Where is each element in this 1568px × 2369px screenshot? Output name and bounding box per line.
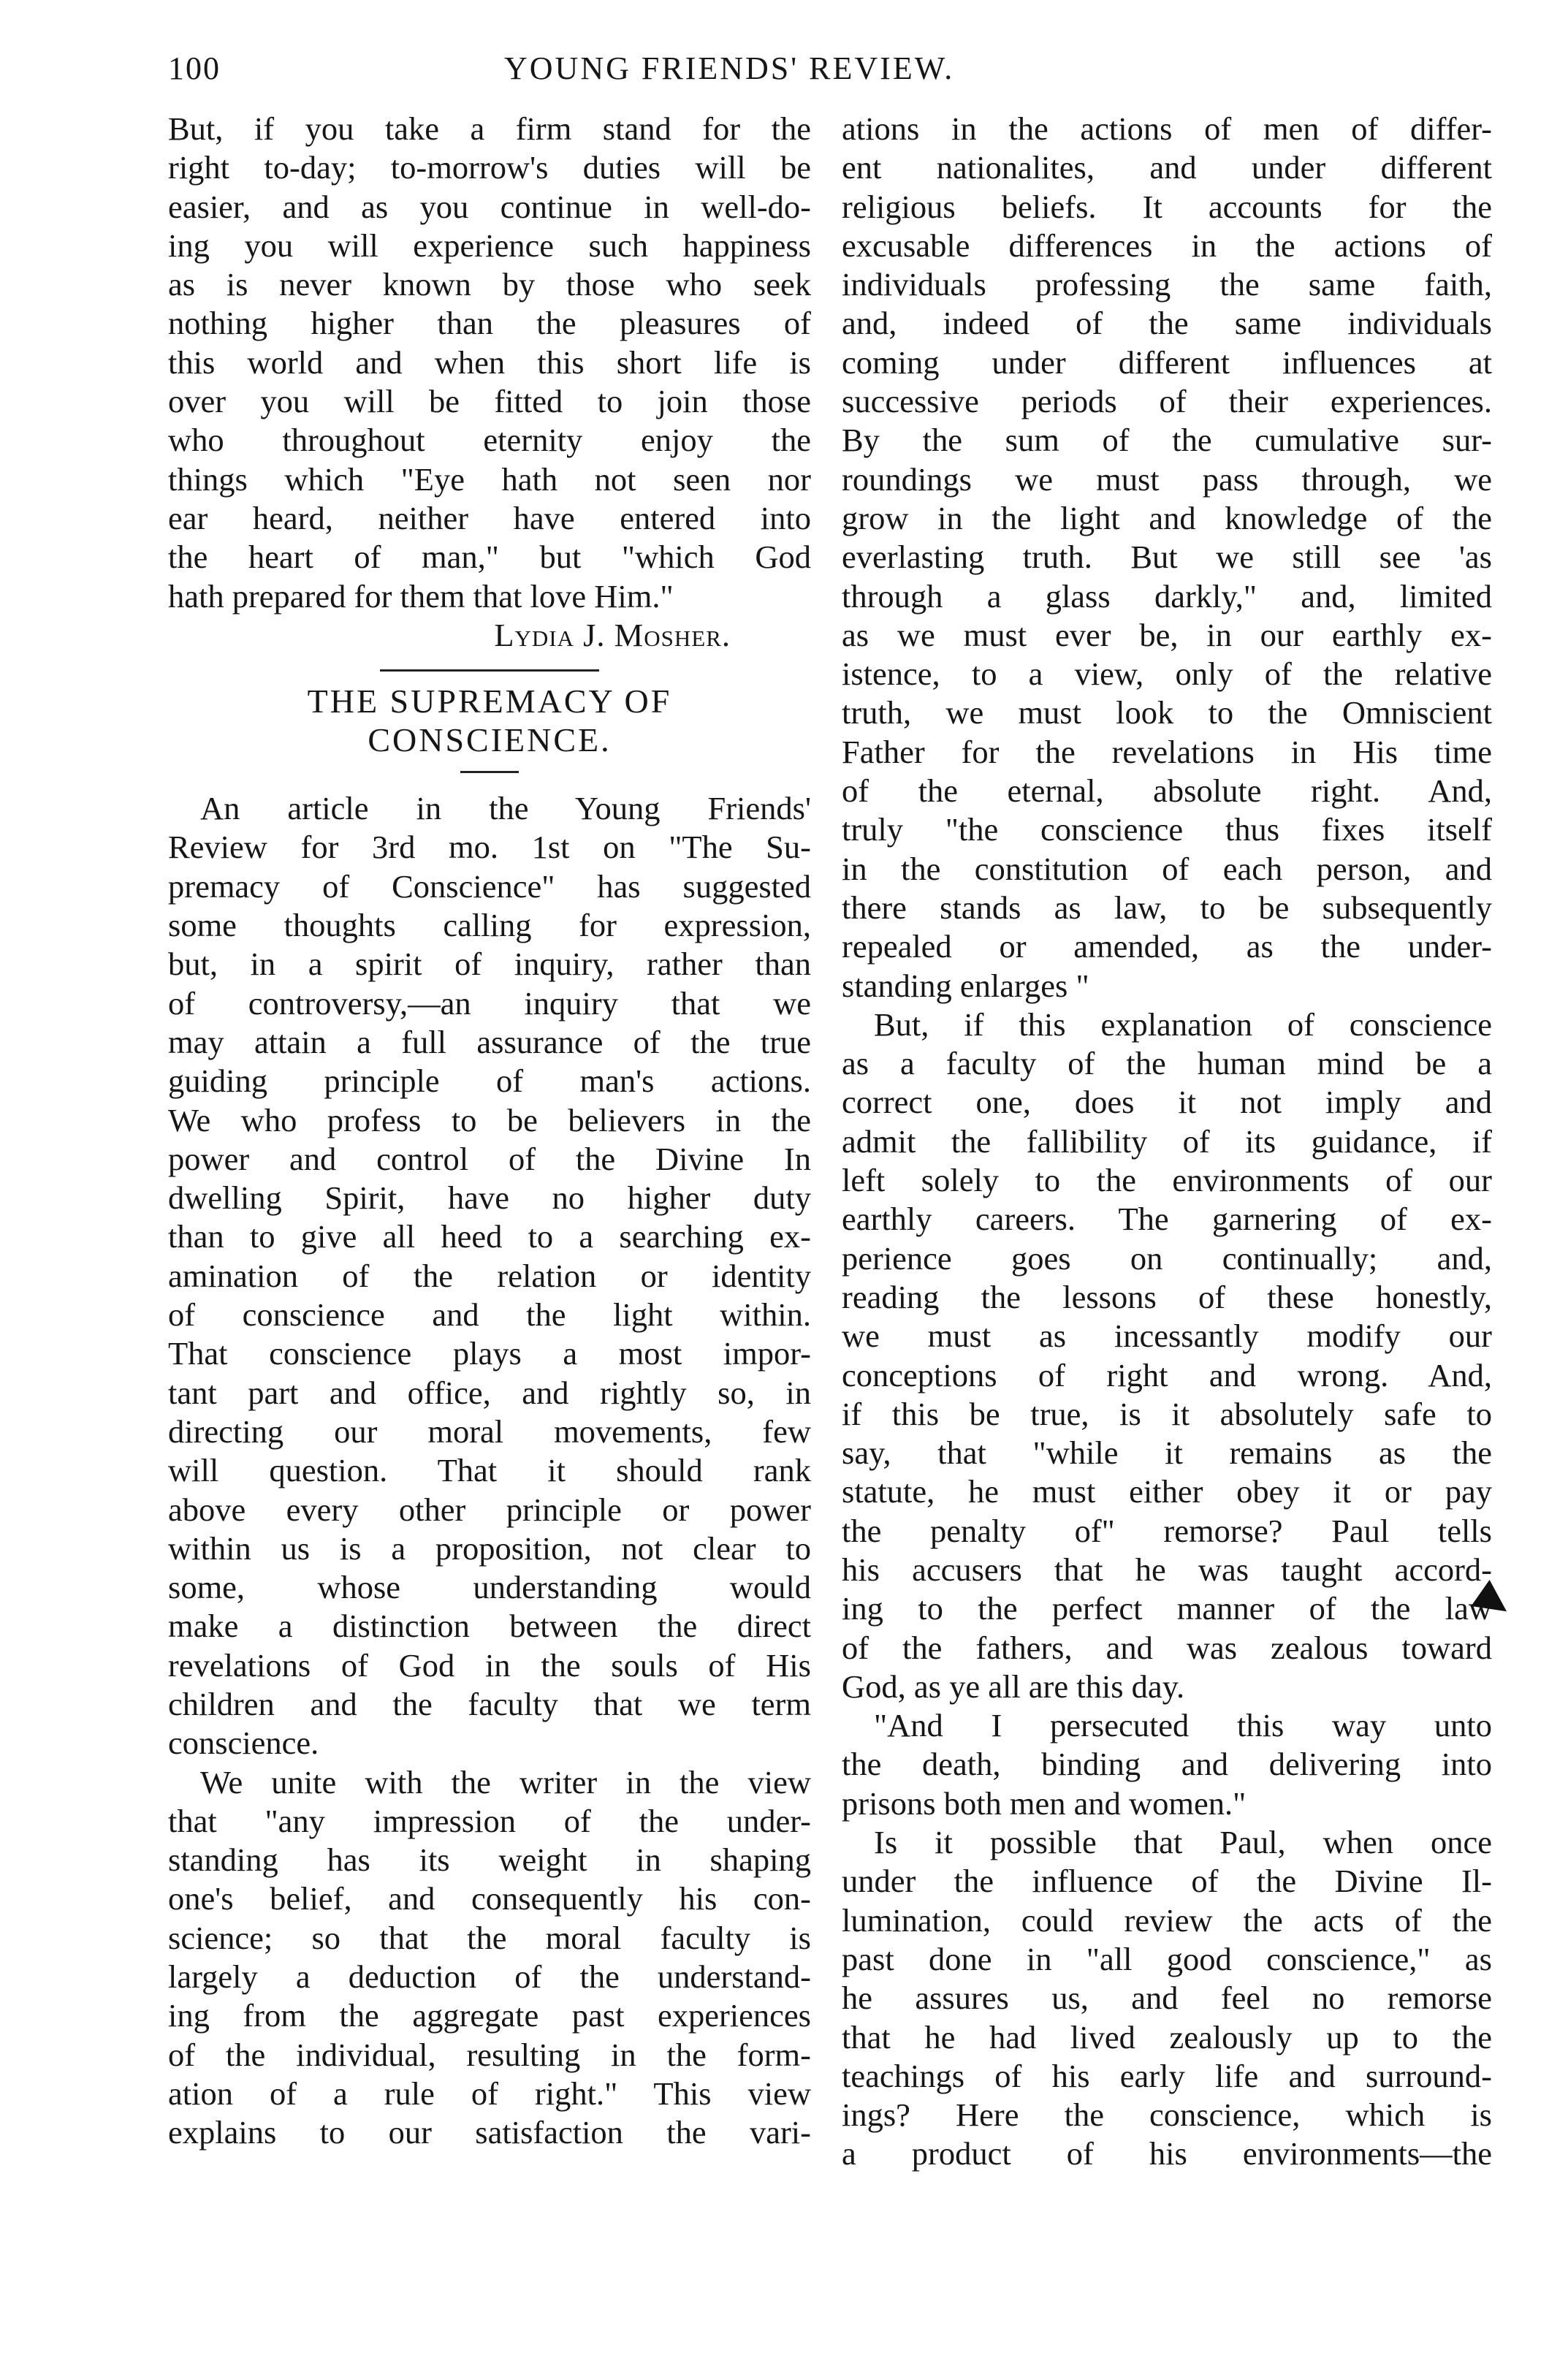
- text-line: earthly careers. The garnering of ex-: [842, 1201, 1492, 1238]
- text-line: We unite with the writer in the view: [200, 1763, 811, 1800]
- text-line: standing enlarges ": [842, 967, 1089, 1004]
- article-title-line: THE SUPREMACY OF: [307, 682, 672, 720]
- author-signature: Lydia J. Mosher.: [494, 616, 731, 653]
- text-line: statute, he must either obey it or pay: [842, 1473, 1492, 1510]
- text-line: who throughout eternity enjoy the: [168, 422, 811, 459]
- text-line: of the individual, resulting in the form-: [168, 2036, 811, 2073]
- journal-title: YOUNG FRIENDS' REVIEW.: [504, 50, 955, 86]
- page-number: 100: [168, 50, 221, 86]
- text-line: the death, binding and delivering into: [842, 1746, 1492, 1783]
- text-line: ings? Here the conscience, which is: [842, 2096, 1492, 2134]
- text-line: of controversy,—an inquiry that we: [168, 984, 811, 1022]
- article-paragraph-1: [168, 789, 811, 1763]
- text-line: lumination, could review the acts of the: [842, 1901, 1492, 1939]
- right-paragraph-2: [842, 1005, 1492, 1706]
- text-line: ing from the aggregate past experiences: [168, 1997, 811, 2034]
- text-line: standing has its weight in shaping: [168, 1841, 811, 1879]
- text-line: explains to our satisfaction the vari-: [168, 2114, 811, 2151]
- text-line: may attain a full assurance of the true: [168, 1023, 811, 1060]
- text-line: over you will be fitted to join those: [168, 383, 811, 420]
- title-divider: [460, 771, 519, 773]
- right-column: [842, 110, 1492, 2174]
- right-paragraph-3: [842, 1706, 1492, 1823]
- text-line: truth, we must look to the Omniscient: [842, 694, 1492, 731]
- text-line: ing you will experience such happiness: [168, 227, 811, 264]
- text-line: above every other principle or power: [168, 1491, 811, 1528]
- text-line: past done in "all good conscience," as: [842, 1940, 1492, 1977]
- text-line: as is never known by those who seek: [168, 266, 811, 303]
- text-line: dwelling Spirit, have no higher duty: [168, 1179, 811, 1217]
- text-line: conceptions of right and wrong. And,: [842, 1356, 1492, 1393]
- text-line: right to-day; to-morrow's duties will be: [168, 149, 811, 186]
- text-line: nothing higher than the pleasures of: [168, 305, 811, 342]
- text-line: he assures us, and feel no remorse: [842, 1980, 1492, 2017]
- text-line: children and the faculty that we term: [168, 1685, 811, 1722]
- text-line: his accusers that he was taught accord-: [842, 1551, 1492, 1588]
- text-line: correct one, does it not imply and: [842, 1084, 1492, 1121]
- text-line: Review for 3rd mo. 1st on "The Su-: [168, 829, 811, 866]
- text-line: istence, to a view, only of the relative: [842, 655, 1492, 693]
- text-line: will question. That it should rank: [168, 1452, 811, 1489]
- text-line: roundings we must pass through, we: [842, 460, 1492, 498]
- text-line: that "any impression of the under-: [168, 1802, 811, 1839]
- text-line: religious beliefs. It accounts for the: [842, 188, 1492, 225]
- text-line: God, as ye all are this day.: [842, 1668, 1185, 1705]
- text-line: everlasting truth. But we still see 'as: [842, 539, 1492, 576]
- text-line: one's belief, and consequently his con-: [168, 1880, 811, 1917]
- text-line: things which "Eye hath not seen nor: [168, 460, 811, 498]
- text-line: successive periods of their experiences.: [842, 383, 1492, 420]
- text-line: science; so that the moral faculty is: [168, 1919, 811, 1956]
- continued-paragraph: [842, 110, 1492, 1005]
- text-line: easier, and as you continue in well-do-: [168, 188, 811, 225]
- text-line: say, that "while it remains as the: [842, 1434, 1492, 1472]
- text-line: That conscience plays a most impor-: [168, 1335, 811, 1372]
- text-line: left solely to the environments of our: [842, 1162, 1492, 1199]
- text-line: but, in a spirit of inquiry, rather than: [168, 946, 811, 983]
- text-line: in the constitution of each person, and: [842, 850, 1492, 887]
- text-line: and, indeed of the same individuals: [842, 305, 1492, 342]
- text-line: ent nationalites, and under different: [842, 149, 1492, 186]
- text-line: By the sum of the cumulative sur-: [842, 422, 1492, 459]
- text-line: of conscience and the light within.: [168, 1296, 811, 1334]
- section-divider: [380, 669, 599, 672]
- text-line: the heart of man," but "which God: [168, 539, 811, 576]
- text-line: largely a deduction of the understand-: [168, 1958, 811, 1996]
- text-line: under the influence of the Divine Il-: [842, 1863, 1492, 1900]
- text-line: through a glass darkly," and, limited: [842, 577, 1492, 615]
- text-line: of the eternal, absolute right. And,: [842, 772, 1492, 810]
- article-paragraph-2: [168, 1763, 811, 2153]
- text-line: repealed or amended, as the under-: [842, 928, 1492, 965]
- text-line: hath prepared for them that love Him.": [168, 577, 674, 615]
- text-line: if this be true, is it absolutely safe to: [842, 1395, 1492, 1432]
- text-line: perience goes on continually; and,: [842, 1239, 1492, 1277]
- right-paragraph-4: [842, 1823, 1492, 2174]
- text-line: We who profess to be believers in the: [168, 1101, 811, 1138]
- text-line: a product of his environments—the: [842, 2135, 1492, 2172]
- text-line: as we must ever be, in our earthly ex-: [842, 616, 1492, 653]
- text-line: ing to the perfect manner of the law: [842, 1590, 1492, 1627]
- text-line: reading the lessons of these honestly,: [842, 1278, 1492, 1315]
- text-line: ation of a rule of right." This view: [168, 2075, 811, 2112]
- text-line: conscience.: [168, 1725, 319, 1762]
- text-line: ear heard, neither have entered into: [168, 499, 811, 536]
- article-title: [168, 682, 811, 759]
- text-line: Is it possible that Paul, when once: [874, 1824, 1492, 1861]
- article-title-line: CONSCIENCE.: [368, 721, 612, 759]
- text-line: prisons both men and women.": [842, 1784, 1247, 1822]
- text-line: "And I persecuted this way unto: [874, 1707, 1492, 1744]
- text-line: of the fathers, and was zealous toward: [842, 1629, 1492, 1666]
- text-line: truly "the conscience thus fixes itself: [842, 811, 1492, 848]
- text-line: An article in the Young Friends': [200, 790, 811, 827]
- text-line: amination of the relation or identity: [168, 1257, 811, 1294]
- text-line: admit the fallibility of its guidance, if: [842, 1122, 1492, 1160]
- text-line: directing our moral movements, few: [168, 1412, 811, 1450]
- running-head: [161, 50, 1476, 94]
- text-line: as a faculty of the human mind be a: [842, 1045, 1492, 1082]
- text-line: that he had lived zealously up to the: [842, 2018, 1492, 2056]
- text-line: this world and when this short life is: [168, 343, 811, 381]
- text-line: there stands as law, to be subsequently: [842, 889, 1492, 926]
- text-line: power and control of the Divine In: [168, 1140, 811, 1177]
- text-line: Father for the revelations in His time: [842, 733, 1492, 770]
- intro-paragraph: [168, 110, 811, 616]
- text-line: than to give all heed to a searching ex-: [168, 1218, 811, 1255]
- text-line: ations in the actions of men of differ-: [842, 110, 1492, 147]
- text-line: excusable differences in the actions of: [842, 227, 1492, 264]
- text-line: revelations of God in the souls of His: [168, 1646, 811, 1684]
- text-line: But, if you take a firm stand for the: [168, 110, 811, 147]
- text-line: the penalty of" remorse? Paul tells: [842, 1512, 1492, 1549]
- left-column: [168, 110, 811, 2153]
- text-line: some, whose understanding would: [168, 1569, 811, 1606]
- text-line: premacy of Conscience" has suggested: [168, 867, 811, 905]
- text-line: individuals professing the same faith,: [842, 266, 1492, 303]
- text-line: grow in the light and knowledge of the: [842, 499, 1492, 536]
- text-line: teachings of his early life and surround-: [842, 2057, 1492, 2094]
- text-line: we must as incessantly modify our: [842, 1317, 1492, 1355]
- text-line: guiding principle of man's actions.: [168, 1062, 811, 1100]
- text-line: But, if this explanation of conscience: [874, 1005, 1492, 1043]
- text-line: tant part and office, and rightly so, in: [168, 1374, 811, 1411]
- text-line: coming under different influences at: [842, 343, 1492, 381]
- text-line: some thoughts calling for expression,: [168, 907, 811, 944]
- text-line: make a distinction between the direct: [168, 1608, 811, 1645]
- text-line: within us is a proposition, not clear to: [168, 1529, 811, 1567]
